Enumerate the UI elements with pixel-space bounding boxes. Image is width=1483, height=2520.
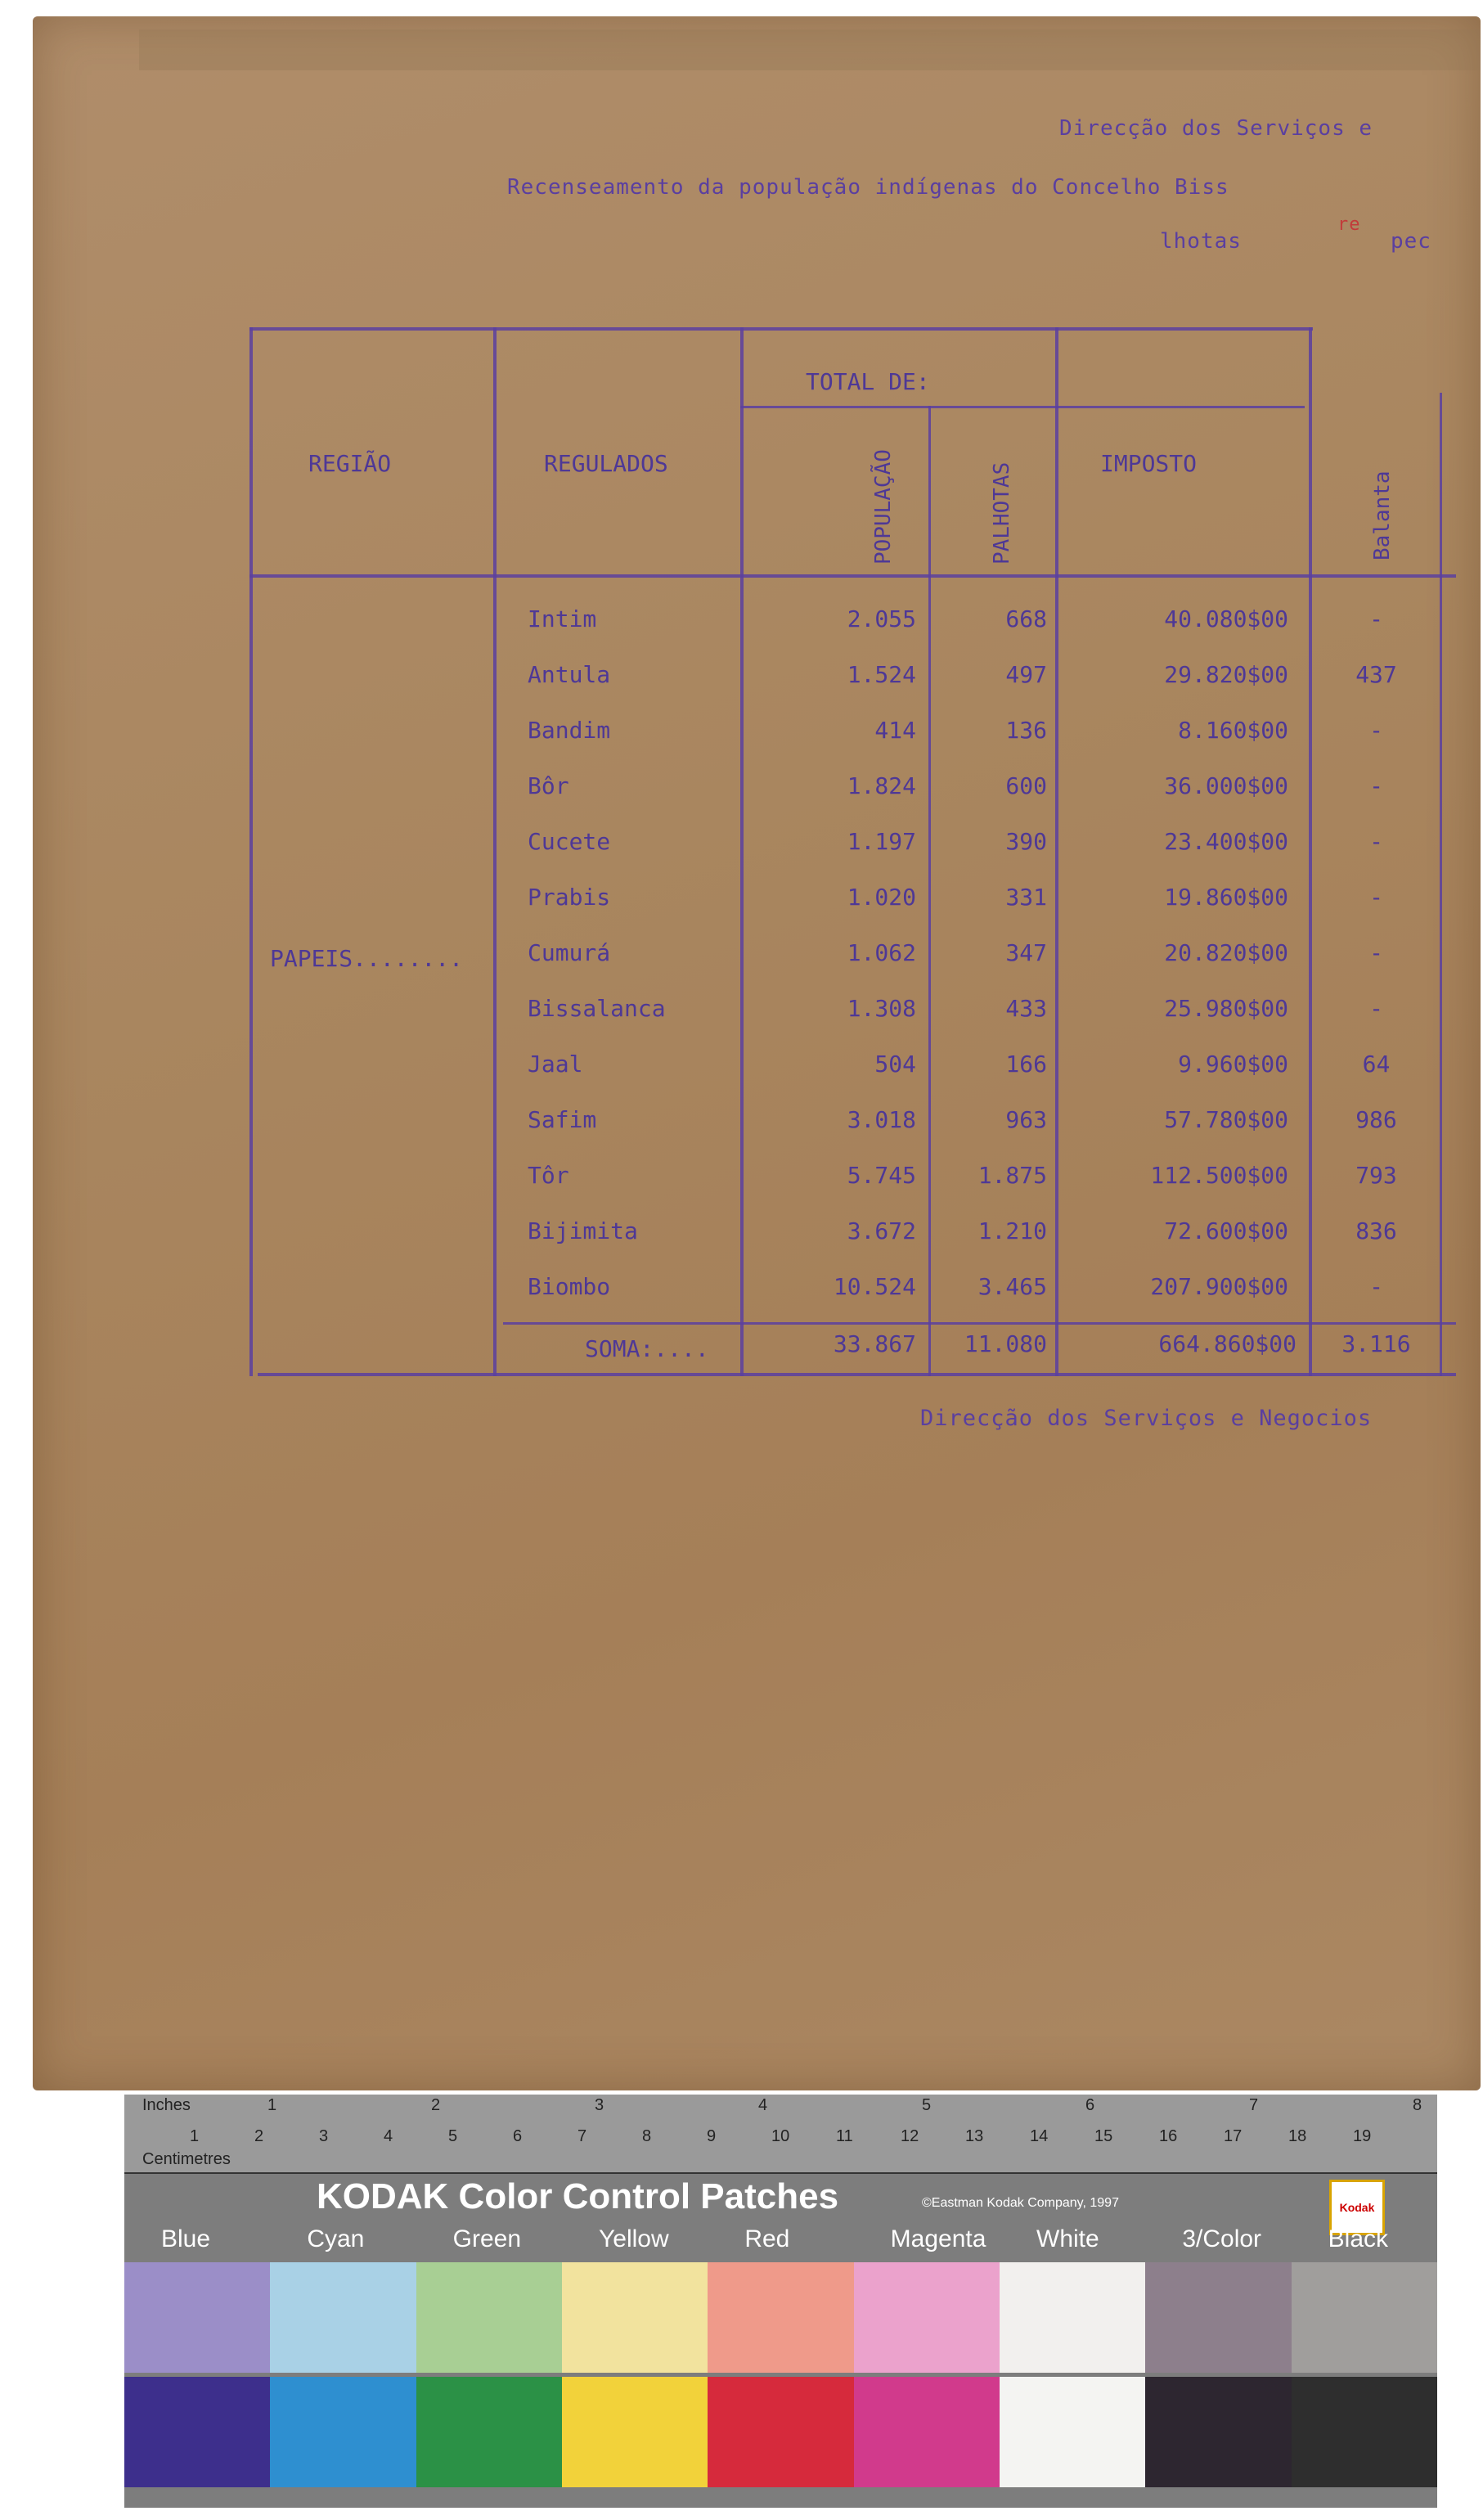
col-regiao-header: REGIÃO (308, 450, 392, 477)
vline-6 (1440, 393, 1442, 1376)
row-regulado: Antula (528, 661, 611, 688)
cm-tick: 18 (1288, 2127, 1307, 2145)
row-regulado: Jaal (528, 1051, 583, 1078)
patch-bottom (1145, 2377, 1291, 2487)
row-regulado: Safim (528, 1106, 597, 1133)
row-populacao: 3.672 (847, 1217, 916, 1244)
row-regulado: Intim (528, 605, 597, 632)
cm-tick: 15 (1094, 2127, 1113, 2145)
patch-top (124, 2262, 270, 2373)
row-populacao: 1.824 (847, 772, 916, 799)
group-total-header: TOTAL DE: (806, 368, 930, 395)
cm-tick: 19 (1353, 2127, 1372, 2145)
patch-top (1000, 2262, 1145, 2373)
row-palhotas: 600 (1005, 772, 1047, 799)
row-imposto: 8.160$00 (1178, 717, 1288, 744)
patch-bottom (270, 2377, 416, 2487)
patch-label: White (1036, 2225, 1099, 2252)
vline-4 (1055, 327, 1058, 1376)
patch-top (854, 2262, 1000, 2373)
row-balanta: 793 (1355, 1162, 1397, 1189)
header-line-3-suffix: pec (1391, 229, 1431, 254)
cm-tick: 6 (513, 2127, 523, 2145)
row-populacao: 2.055 (847, 605, 916, 632)
red-mark: re (1337, 214, 1361, 235)
cm-tick: 3 (319, 2127, 329, 2145)
row-imposto: 19.860$00 (1164, 884, 1288, 911)
patch-bottom (708, 2377, 853, 2487)
table-bottom-line (258, 1373, 1456, 1376)
cm-tick: 16 (1159, 2127, 1178, 2145)
row-regulado: Bôr (528, 772, 569, 799)
row-balanta: 437 (1355, 661, 1397, 688)
vline-3 (928, 406, 931, 1376)
row-regulado: Prabis (528, 884, 611, 911)
row-palhotas: 331 (1005, 884, 1047, 911)
cm-tick: 14 (1030, 2127, 1049, 2145)
row-imposto: 72.600$00 (1164, 1217, 1288, 1244)
row-populacao: 504 (874, 1051, 916, 1078)
row-populacao: 10.524 (833, 1273, 916, 1300)
region-label: PAPEIS........ (270, 945, 464, 972)
patch-label: Black (1328, 2225, 1389, 2252)
patch-top (416, 2262, 562, 2373)
patch-bottom (124, 2377, 270, 2487)
col-populacao-header: POPULAÇÃO (871, 449, 896, 565)
col-balanta-header: Balanta (1370, 470, 1395, 560)
cm-tick: 10 (771, 2127, 790, 2145)
kodak-copyright: ©Eastman Kodak Company, 1997 (922, 2196, 1119, 2210)
row-balanta: 986 (1355, 1106, 1397, 1133)
header-bottom-line (249, 574, 1456, 578)
row-regulado: Bissalanca (528, 995, 666, 1022)
vline-left (249, 327, 253, 1376)
row-imposto: 207.900$00 (1150, 1273, 1288, 1300)
row-imposto: 40.080$00 (1164, 605, 1288, 632)
census-table (249, 327, 1456, 1383)
kodak-title: KODAK Color Control Patches (317, 2176, 839, 2216)
patch-label: Yellow (599, 2225, 669, 2252)
row-palhotas: 1.875 (977, 1162, 1047, 1189)
cm-tick: 13 (965, 2127, 984, 2145)
row-palhotas: 390 (1005, 828, 1047, 855)
row-balanta: - (1369, 1273, 1383, 1300)
header-line-1: Direcção dos Serviços e (1059, 116, 1373, 141)
row-imposto: 23.400$00 (1164, 828, 1288, 855)
row-balanta: - (1369, 605, 1383, 632)
patch-label: Green (452, 2225, 522, 2252)
patch-bottom (1000, 2377, 1145, 2487)
soma-populacao: 33.867 (833, 1330, 916, 1357)
cm-tick: 17 (1224, 2127, 1243, 2145)
col-palhotas-header: PALHOTAS (990, 461, 1014, 565)
row-imposto: 9.960$00 (1178, 1051, 1288, 1078)
header-line-3: lhotas (1160, 229, 1242, 254)
table-top-line (249, 327, 1313, 331)
vline-5 (1309, 327, 1312, 1376)
inch-tick: 8 (1413, 2096, 1422, 2114)
inch-tick: 3 (595, 2096, 604, 2114)
row-populacao: 5.745 (847, 1162, 916, 1189)
cm-tick: 5 (448, 2127, 458, 2145)
inches-label: Inches (142, 2096, 191, 2114)
row-palhotas: 497 (1005, 661, 1047, 688)
col-regulados-header: REGULADOS (544, 450, 668, 477)
row-balanta: - (1369, 939, 1383, 966)
row-balanta: - (1369, 828, 1383, 855)
cm-tick: 4 (384, 2127, 393, 2145)
row-palhotas: 668 (1005, 605, 1047, 632)
row-regulado: Bandim (528, 717, 611, 744)
row-regulado: Tôr (528, 1162, 569, 1189)
row-palhotas: 136 (1005, 717, 1047, 744)
row-balanta: 64 (1362, 1051, 1391, 1078)
soma-label: SOMA:.... (585, 1335, 709, 1362)
kodak-color-control-strip (124, 2095, 1437, 2508)
patch-bottom (416, 2377, 562, 2487)
row-balanta: 836 (1355, 1217, 1397, 1244)
row-regulado: Bijimita (528, 1217, 638, 1244)
row-palhotas: 433 (1005, 995, 1047, 1022)
cm-tick: 2 (254, 2127, 264, 2145)
row-populacao: 1.308 (847, 995, 916, 1022)
ruler (124, 2095, 1437, 2174)
patch-top (1292, 2262, 1437, 2373)
patch-bottom (1292, 2377, 1437, 2487)
inch-tick: 1 (267, 2096, 277, 2114)
cm-tick: 11 (836, 2127, 853, 2145)
patch-top (1145, 2262, 1291, 2373)
row-regulado: Biombo (528, 1273, 611, 1300)
row-populacao: 414 (874, 717, 916, 744)
footer-text: Direcção dos Serviços e Negocios (920, 1406, 1373, 1431)
patch-label: Blue (161, 2225, 211, 2252)
row-populacao: 1.062 (847, 939, 916, 966)
soma-palhotas: 11.080 (964, 1330, 1047, 1357)
patch-label: 3/Color (1182, 2225, 1262, 2252)
patch-top (708, 2262, 853, 2373)
col-imposto-header: IMPOSTO (1100, 450, 1198, 477)
row-balanta: - (1369, 772, 1383, 799)
row-populacao: 1.020 (847, 884, 916, 911)
inch-tick: 7 (1249, 2096, 1259, 2114)
cm-tick: 1 (190, 2127, 200, 2145)
inch-tick: 6 (1085, 2096, 1095, 2114)
cm-tick: 7 (577, 2127, 587, 2145)
patch-bottom (562, 2377, 708, 2487)
cm-tick: 8 (642, 2127, 652, 2145)
row-imposto: 57.780$00 (1164, 1106, 1288, 1133)
patch-bottom (854, 2377, 1000, 2487)
header-line-2: Recenseamento da população indígenas do Concelho Biss (507, 175, 1229, 200)
patch-label: Red (744, 2225, 790, 2252)
soma-imposto: 664.860$00 (1158, 1330, 1297, 1357)
inch-tick: 2 (431, 2096, 441, 2114)
centimetres-label: Centimetres (142, 2150, 231, 2168)
row-balanta: - (1369, 995, 1383, 1022)
patch-top (562, 2262, 708, 2373)
row-imposto: 36.000$00 (1164, 772, 1288, 799)
row-imposto: 20.820$00 (1164, 939, 1288, 966)
kodak-logo: Kodak (1329, 2180, 1385, 2235)
cm-tick: 9 (707, 2127, 717, 2145)
tape-strip (139, 29, 1481, 70)
row-populacao: 1.524 (847, 661, 916, 688)
row-palhotas: 3.465 (977, 1273, 1047, 1300)
soma-top-line (503, 1322, 1456, 1325)
row-balanta: - (1369, 884, 1383, 911)
row-palhotas: 1.210 (977, 1217, 1047, 1244)
patch-label: Magenta (890, 2225, 986, 2252)
vline-2 (740, 327, 744, 1376)
row-regulado: Cumurá (528, 939, 611, 966)
inch-tick: 4 (758, 2096, 768, 2114)
row-palhotas: 166 (1005, 1051, 1047, 1078)
row-imposto: 29.820$00 (1164, 661, 1288, 688)
soma-balanta: 3.116 (1341, 1330, 1411, 1357)
row-balanta: - (1369, 717, 1383, 744)
row-populacao: 1.197 (847, 828, 916, 855)
group-divider (740, 406, 1305, 408)
row-imposto: 112.500$00 (1150, 1162, 1288, 1189)
row-palhotas: 963 (1005, 1106, 1047, 1133)
patch-label: Cyan (307, 2225, 365, 2252)
vline-1 (493, 327, 497, 1376)
row-imposto: 25.980$00 (1164, 995, 1288, 1022)
inch-tick: 5 (922, 2096, 932, 2114)
row-regulado: Cucete (528, 828, 611, 855)
cm-tick: 12 (901, 2127, 919, 2145)
row-palhotas: 347 (1005, 939, 1047, 966)
patch-top (270, 2262, 416, 2373)
row-populacao: 3.018 (847, 1106, 916, 1133)
